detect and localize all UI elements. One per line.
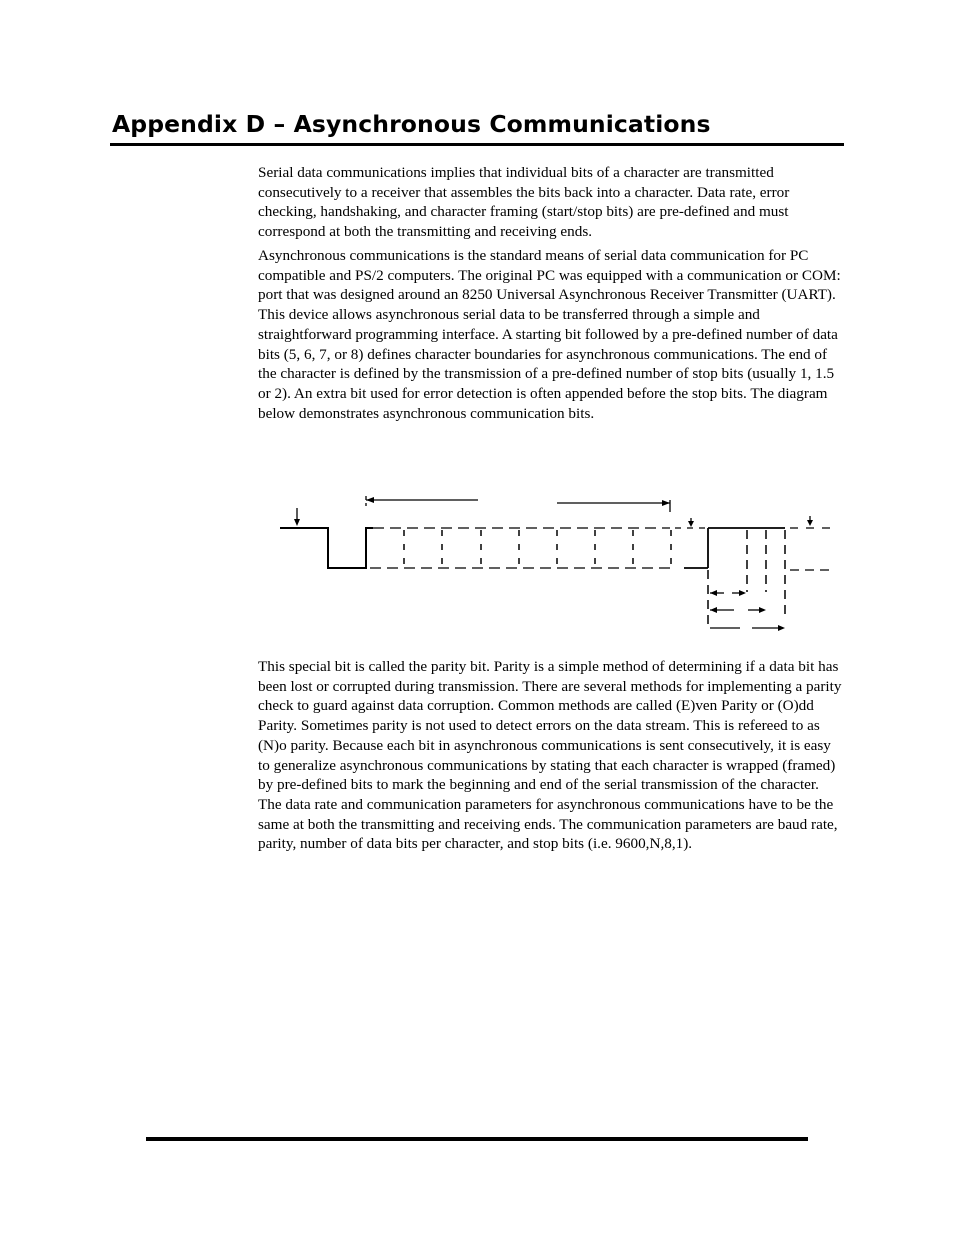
async-bits-diagram [270, 492, 840, 642]
paragraph-parity: This special bit is called the parity bit. Parity is a simple method of determining if a data bit has been lost or corrupted during transmission. There are several methods for implementing a parity check to guard against data corruption. Common methods are called (E)ven Parity or (O)dd Parity. Sometimes parity is not used to detect errors on the data stream. This is refereed to as (N)o parity. Because each bit in asynchronous communications is sent consecutively, it is easy to generalize asynchronous communications by stating that each character is wrapped (framed) by pre-defined bits to mark the beginning and end of the serial transmission of the character. The data rate and communication parameters for asynchronous communications have to be the same at both the transmitting and receiving ends. The communication parameters are baud rate, parity, number of data bits per character, and stop bits (i.e. 9600,N,8,1). [258, 658, 842, 853]
paragraph-serial-data: Serial data communications implies that individual bits of a character are transmitted consecutively to a receiver that assembles the bits back into a character. Data rate, error checking, handshaking, and character framing (start/stop bits) are pre-defined and must correspond at both the transmitting and receiving ends. [258, 164, 790, 241]
paragraph-async-comm: Asynchronous communications is the standard means of serial data communication for PC compatible and PS/2 computers. The original PC was equipped with a communication or COM: port that was designed around an 8250 Universal Asynchronous Receiver Transmitter (UART). This device allows asynchronous serial data to be transferred through a simple and straightforward programming interface. A starting bit followed by a pre-defined number of data bits (5, 6, 7, or 8) defines character boundaries for asynchronous communications. The end of the character is defined by the transmission of a pre-defined number of stop bits (usually 1, 1.5 or 2). An extra bit used for error detection is often appended before the stop bits. The diagram below demonstrates asynchronous communication bits. [258, 247, 841, 422]
heading-rule [110, 143, 844, 146]
footer-rule [146, 1137, 808, 1141]
page-title: Appendix D – Asynchronous Communications [112, 110, 711, 138]
